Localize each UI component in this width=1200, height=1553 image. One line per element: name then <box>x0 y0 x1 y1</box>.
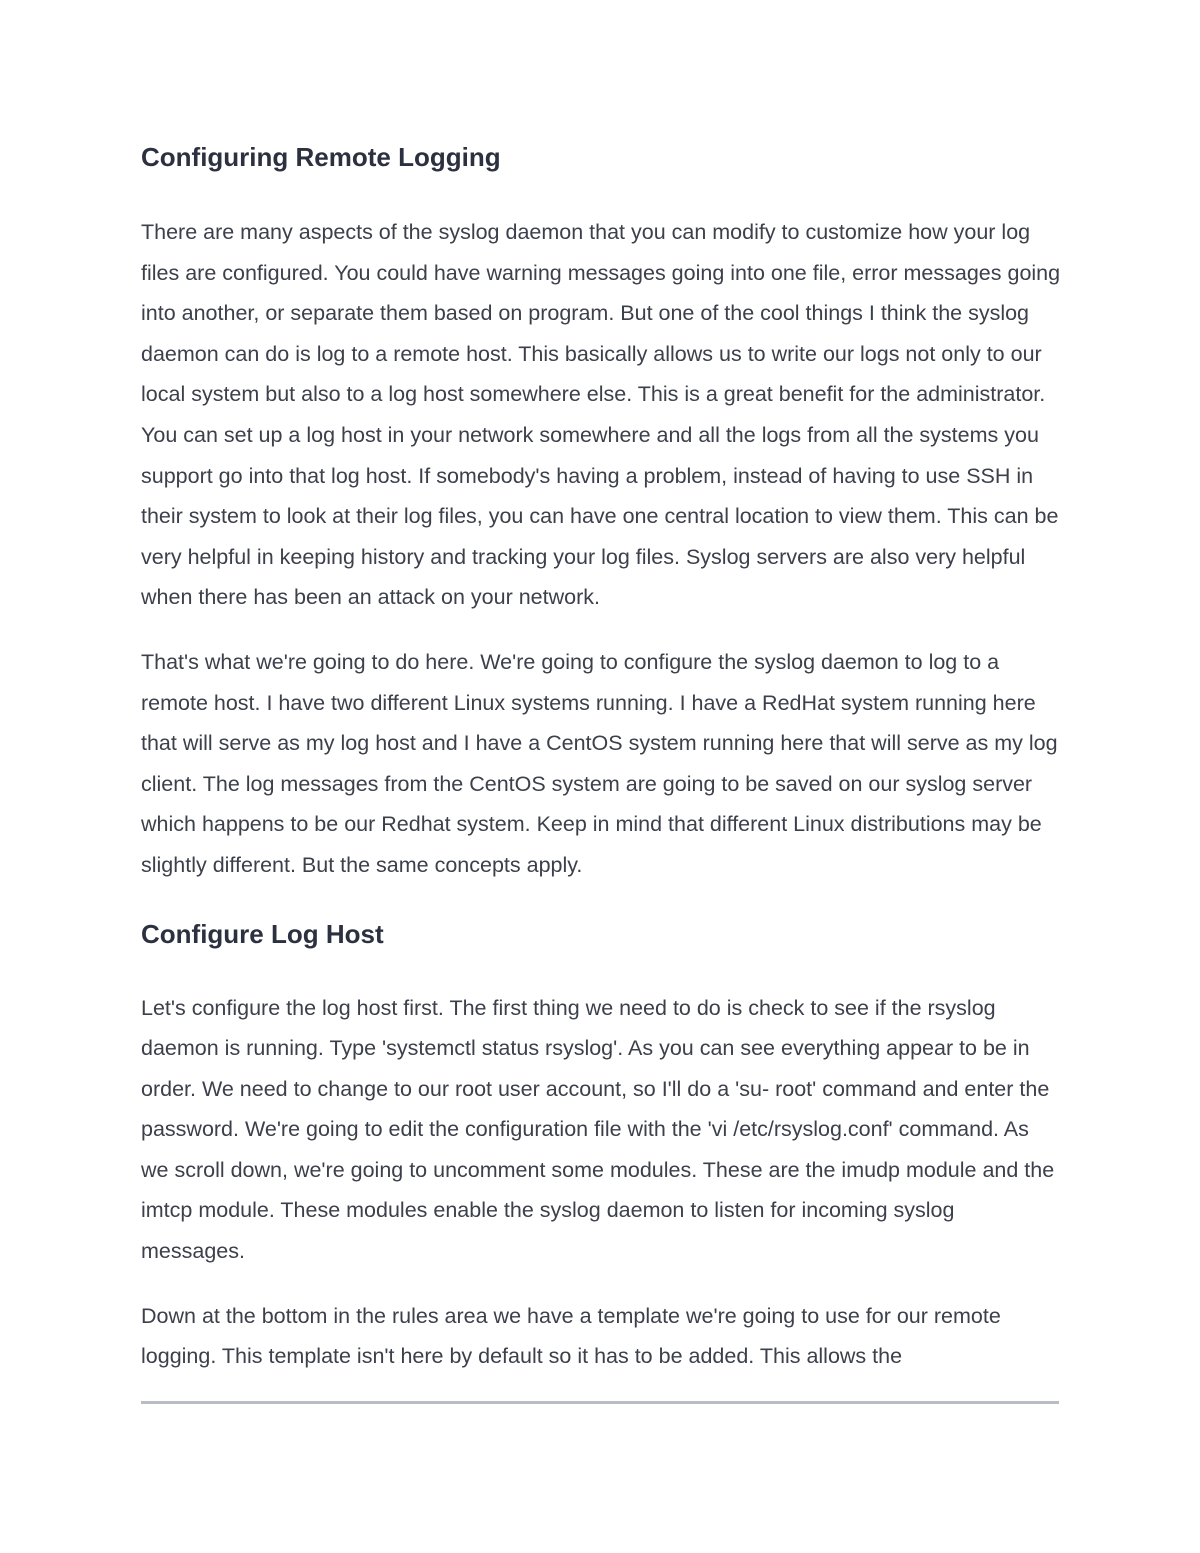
heading-configuring-remote-logging: Configuring Remote Logging <box>141 142 501 172</box>
heading-configure-log-host: Configure Log Host <box>141 918 384 949</box>
page-cut-divider <box>141 1401 1059 1404</box>
paragraph-log-host-steps: Let's configure the log host first. The first thing we need to do is check to see if the rsyslog daemon is running. Type 'systemctl status rsyslog'. As you can see everything appear to be in order. We need to change to our root user account, so I'll do a 'su- root' command and enter the password. We're going to edit the configuration file with the 'vi /etc/rsyslog.conf' command. As we scroll down, we're going to uncomment some modules. These are the imudp module and the imtcp module. These modules enable the syslog daemon to listen for incoming syslog messages. <box>141 995 1055 1264</box>
paragraph-plan: That's what we're going to do here. We're going to configure the syslog daemon to log to a remote host. I have two different Linux systems running. I have a RedHat system running here that will serve as my log host and I have a CentOS system running here that will serve as my log client. The log messages from the CentOS system are going to be saved on our syslog server which happens to be our Redhat system. Keep in mind that different Linux distributions may be slightly different. But the same concepts apply. <box>141 649 1058 877</box>
paragraph-template: Down at the bottom in the rules area we have a template we're going to use for our remote logging. This template isn't here by default so it has to be added. This allows the <box>141 1303 1001 1369</box>
document-page <box>141 135 1061 1377</box>
paragraph-intro: There are many aspects of the syslog daemon that you can modify to customize how your log files are configured. You could have warning messages going into one file, error messages going into another, or separate them based on program. But one of the cool things I think the syslog daemon can do is log to a remote host. This basically allows us to write our logs not only to our local system but also to a log host somewhere else. This is a great benefit for the administrator. You can set up a log host in your network somewhere and all the logs from all the systems you support go into that log host. If somebody's having a problem, instead of having to use SSH in their system to look at their log files, you can have one central location to view them. This can be very helpful in keeping history and tracking your log files. Syslog servers are also very helpful when there has been an attack on your network. <box>141 220 1061 610</box>
